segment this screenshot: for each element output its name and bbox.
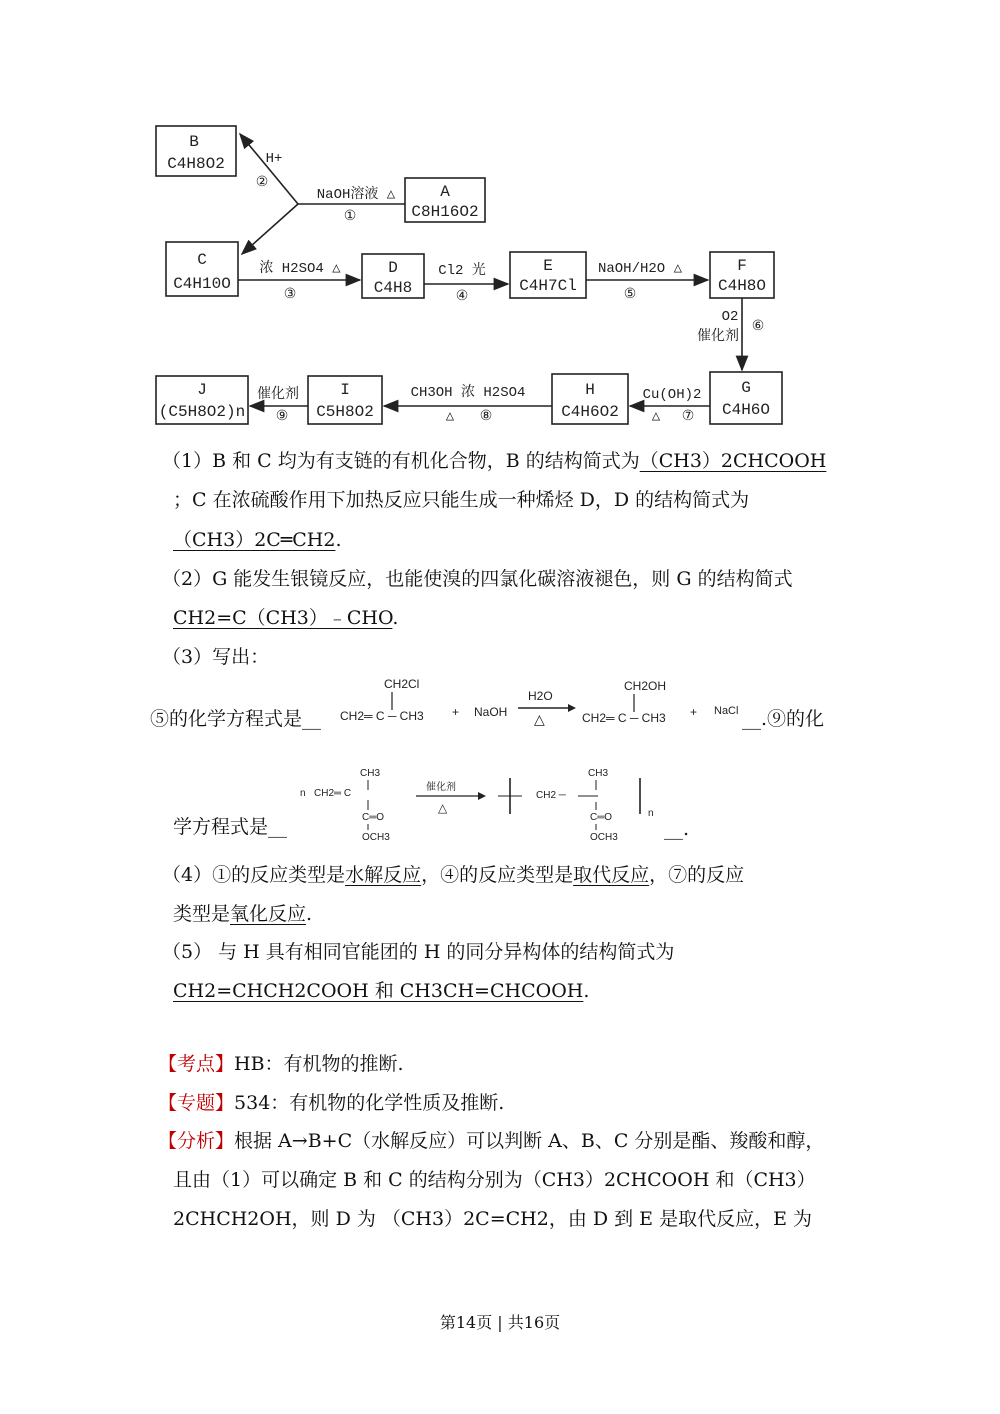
q1-line1	[162, 448, 826, 474]
fenxi-line1	[158, 1128, 824, 1154]
arrow-2-num: ②	[255, 175, 269, 191]
eq9-product-top: CH3	[588, 768, 609, 779]
arrow-2	[240, 134, 298, 204]
q1-end: .	[335, 529, 342, 551]
eq9-reactant-top: CH3	[360, 768, 381, 779]
eq5-product: CH2═ C ─ CH3	[582, 711, 666, 725]
eq5-cond-bot: △	[534, 711, 545, 727]
q4-text-4: 类型是	[173, 903, 231, 925]
eq9-reactant-o: OCH3	[362, 832, 390, 842]
q1-text-b: ；C 在浓硫酸作用下加热反应只能生成一种烯烃 D，D 的结构简式为	[173, 489, 750, 511]
kaodian-label: 【考点】	[158, 1053, 235, 1075]
q4-text-2: ，④的反应类型是	[421, 864, 574, 886]
arrow-6-cond2: 催化剂	[697, 329, 739, 345]
q3-text: （3）写出：	[162, 646, 270, 668]
zhuanti-text: 534：有机物的化学性质及推断.	[234, 1092, 505, 1114]
q2-line1	[162, 566, 793, 592]
eq9-product-ch2: CH2 ─	[536, 790, 566, 801]
arrow-5-cond: NaOH/H2O △	[597, 261, 683, 277]
arrow-5-num: ⑤	[623, 287, 637, 303]
box-e-letter: E	[543, 257, 553, 275]
q3-eq9-post: __.	[664, 818, 690, 840]
q1-line2	[173, 487, 749, 513]
q4-text-3: ，⑦的反应	[649, 864, 745, 886]
eq9-product-o: OCH3	[590, 832, 618, 842]
q4-answer-3: 氧化反应	[230, 903, 307, 925]
box-g-letter: G	[741, 379, 751, 397]
eq9-reactant-c: C═O	[362, 812, 385, 823]
q1-answer-b: （CH3）2CHCOOH	[639, 450, 827, 472]
q5-answer: CH2=CHCH2COOH 和 CH3CH=CHCOOH	[173, 980, 584, 1002]
q3-eq9-pre: 学方程式是__	[173, 816, 288, 838]
eq5-nacl: NaCl	[714, 705, 739, 717]
eq5-pre-text: ⑤的化学方程式是	[150, 708, 303, 730]
eq5-plus-2: +	[690, 705, 698, 719]
arrow-9-num: ⑨	[275, 409, 289, 425]
eq5-naoh: NaOH	[474, 705, 508, 719]
arrow-1-num: ①	[343, 209, 357, 225]
q2-answer: CH2=C（CH3）﹣CHO	[173, 607, 393, 629]
arrow-8-cond: CH3OH 浓 H2SO4	[410, 385, 526, 401]
q4-text-1: （4）①的反应类型是	[162, 864, 346, 886]
box-j-formula: (C5H8O2)n	[158, 403, 246, 421]
q5-line2	[173, 978, 589, 1004]
fenxi-text-2: 且由（1）可以确定 B 和 C 的结构分别为（CH3）2CHCOOH 和（CH3）	[173, 1169, 816, 1191]
box-b-letter: B	[189, 133, 199, 151]
arrow-7-num: ⑦	[681, 409, 695, 425]
equation-9	[298, 764, 682, 842]
q5-end: .	[583, 980, 590, 1002]
box-a-letter: A	[440, 183, 450, 201]
box-g-formula: C4H6O	[721, 401, 771, 419]
reaction-scheme	[150, 118, 790, 438]
arrow-6-num: ⑥	[751, 319, 765, 335]
q2-end: .	[392, 607, 399, 629]
page-footer: 第14页 | 共16页	[439, 1313, 561, 1332]
eq9-cond: 催化剂	[426, 782, 456, 793]
q3-eq5-post: __.⑨的化	[742, 708, 825, 730]
eq9-post-text: .	[683, 818, 690, 840]
eq9-pre-text: 学方程式是	[173, 816, 269, 838]
box-c-formula: C4H10O	[173, 275, 231, 293]
arrow-4-cond: Cl2 光	[438, 263, 486, 279]
eq9-n: n	[300, 788, 306, 799]
zhuanti-line	[158, 1090, 504, 1116]
arrow-2b	[242, 204, 298, 254]
q4-answer-2: 取代反应	[573, 864, 650, 886]
arrow-9-cond: 催化剂	[257, 387, 299, 403]
q5-text: （5） 与 H 具有相同官能团的 H 的同分异构体的结构简式为	[162, 941, 675, 963]
eq9-product-c: C═O	[590, 812, 613, 823]
kaodian-line	[158, 1051, 404, 1077]
box-c-letter: C	[197, 251, 207, 269]
kaodian-text: HB：有机物的推断.	[234, 1053, 404, 1075]
q2-text: （2）G 能发生银镜反应，也能使溴的四氯化碳溶液褪色，则 G 的结构简式	[162, 568, 793, 590]
arrow-7-cond: Cu(OH)2	[642, 387, 702, 403]
box-j-letter: J	[197, 381, 207, 399]
q3-eq5-pre: ⑤的化学方程式是__	[150, 708, 322, 730]
box-f-letter: F	[737, 257, 747, 275]
box-d-formula: C4H8	[373, 279, 413, 297]
eq9-product-n: n	[648, 808, 654, 819]
fenxi-label: 【分析】	[158, 1130, 235, 1152]
eq5-reactant-top: CH2Cl	[384, 677, 420, 691]
q4-line2	[173, 901, 312, 927]
fenxi-line3	[173, 1206, 812, 1232]
box-d-letter: D	[388, 259, 398, 277]
box-i-letter: I	[340, 381, 350, 399]
eq5-cond-top: H2O	[528, 689, 553, 703]
box-h-formula: C4H6O2	[561, 403, 619, 421]
eq5-product-top: CH2OH	[624, 679, 667, 693]
eq5-post-text: .⑨的化	[761, 708, 825, 730]
fenxi-line2	[173, 1167, 816, 1193]
box-e-formula: C4H7Cl	[519, 277, 577, 295]
arrow-1-cond: NaOH溶液 △	[316, 187, 396, 203]
eq5-plus-1: +	[452, 705, 460, 719]
q4-line1	[162, 862, 744, 888]
zhuanti-label: 【专题】	[158, 1092, 235, 1114]
box-b-formula: C4H8O2	[167, 155, 225, 173]
q1-line3	[173, 527, 342, 553]
fenxi-text-3: 2CHCH2OH，则 D 为 （CH3）2C=CH2，由 D 到 E 是取代反应，E 为	[173, 1208, 812, 1230]
q4-answer-1: 水解反应	[345, 864, 422, 886]
arrow-7-sub: △	[651, 409, 661, 425]
arrow-3-num: ③	[283, 287, 297, 303]
box-h-letter: H	[585, 381, 595, 399]
box-a-formula: C8H16O2	[411, 203, 479, 221]
arrow-4-num: ④	[455, 289, 469, 305]
arrow-8-num: ⑧	[479, 409, 493, 425]
arrow-6-cond1: O2	[721, 309, 739, 325]
q1-answer-d: （CH3）2C═CH2	[173, 529, 336, 551]
fenxi-text-1: 根据 A→B+C（水解反应）可以判断 A、B、C 分别是酯、羧酸和醇，	[234, 1130, 825, 1152]
arrow-3-cond: 浓 H2SO4 △	[259, 261, 341, 277]
eq5-reactant: CH2═ C ─ CH3	[340, 709, 424, 723]
q4-end: .	[306, 903, 313, 925]
q5-line1	[162, 939, 674, 965]
eq9-reactant: CH2═ C	[314, 788, 352, 799]
equation-5	[338, 672, 750, 732]
arrow-8-sub: △	[445, 409, 455, 425]
box-f-formula: C4H8O	[717, 277, 767, 295]
eq9-cond-bot: △	[438, 801, 448, 815]
arrow-2-cond: H+	[265, 151, 283, 167]
q1-text: （1）B 和 C 均为有支链的有机化合物，B 的结构简式为	[162, 450, 640, 472]
box-i-formula: C5H8O2	[316, 403, 374, 421]
q3-line1	[162, 644, 269, 670]
q2-line2	[173, 605, 398, 631]
